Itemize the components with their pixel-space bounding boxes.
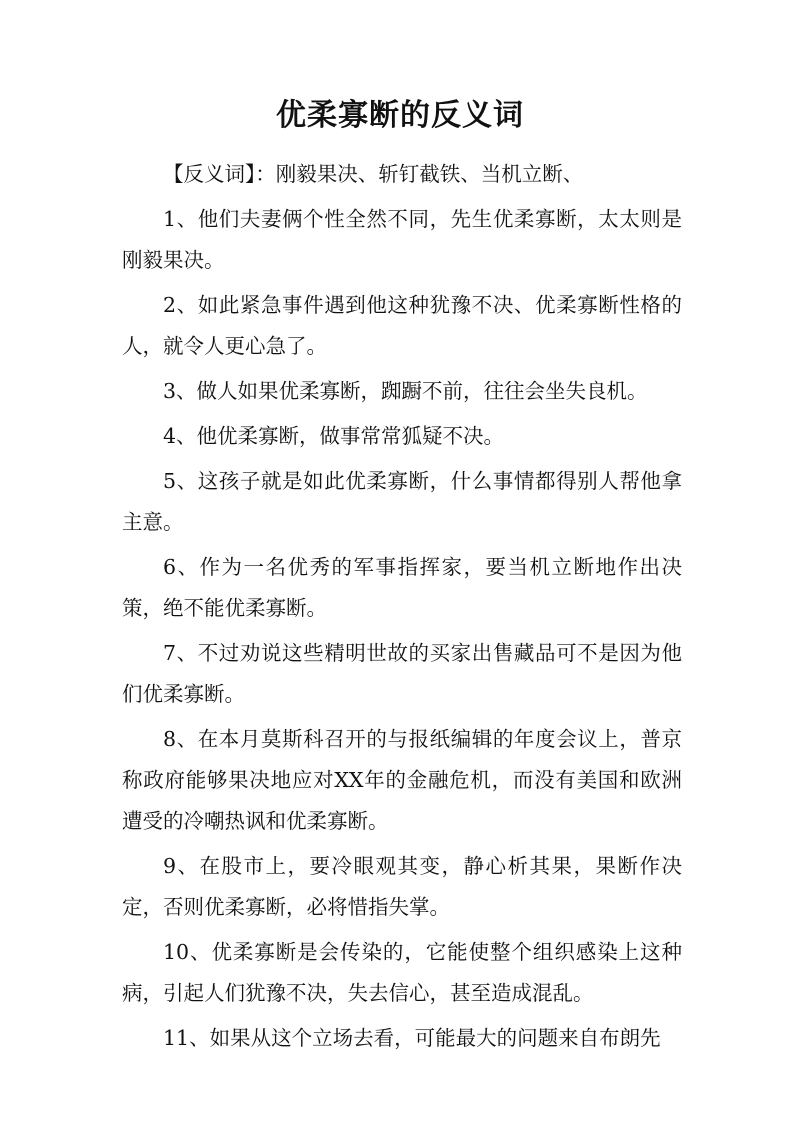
document-title: 优柔寡断的反义词 [276,98,524,133]
example-sentence-10: 10、优柔寡断是会传染的，它能使整个组织感染上这种病，引起人们犹豫不决，失去信心，甚至造成混乱。 [122,940,682,1005]
example-sentence-7: 7、不过劝说这些精明世故的买家出售藏品可不是因为他们优柔寡断。 [122,641,682,706]
example-sentence-6: 6、作为一名优秀的军事指挥家，要当机立断地作出决策，绝不能优柔寡断。 [122,555,682,620]
example-sentence-2: 2、如此紧急事件遇到他这种犹豫不决、优柔寡断性格的人，就令人更心急了。 [122,293,682,358]
document-body [122,154,682,1059]
example-sentence-8: 8、在本月莫斯科召开的与报纸编辑的年度会议上，普京称政府能够果决地应对XX年的金融危机，而没有美国和欧洲遭受的冷嘲热讽和优柔寡断。 [122,727,682,833]
example-sentence-5: 5、这孩子就是如此优柔寡断，什么事情都得别人帮他拿主意。 [122,469,682,534]
antonym-line: 【反义词】：刚毅果决、斩钉截铁、当机立断、 [163,162,584,186]
example-sentence-1: 1、他们夫妻俩个性全然不同，先生优柔寡断，太太则是刚毅果决。 [122,207,682,272]
example-sentence-9: 9、在股市上，要冷眼观其变，静心析其果，果断作决定，否则优柔寡断，必将惜指失掌。 [122,854,682,919]
example-sentence-11: 11、如果从这个立场去看，可能最大的问题来自布朗先 [163,1026,661,1050]
example-sentence-3: 3、做人如果优柔寡断，踟蹰不前，往往会坐失良机。 [163,379,648,403]
example-sentence-4: 4、他优柔寡断，做事常常狐疑不决。 [163,424,505,448]
